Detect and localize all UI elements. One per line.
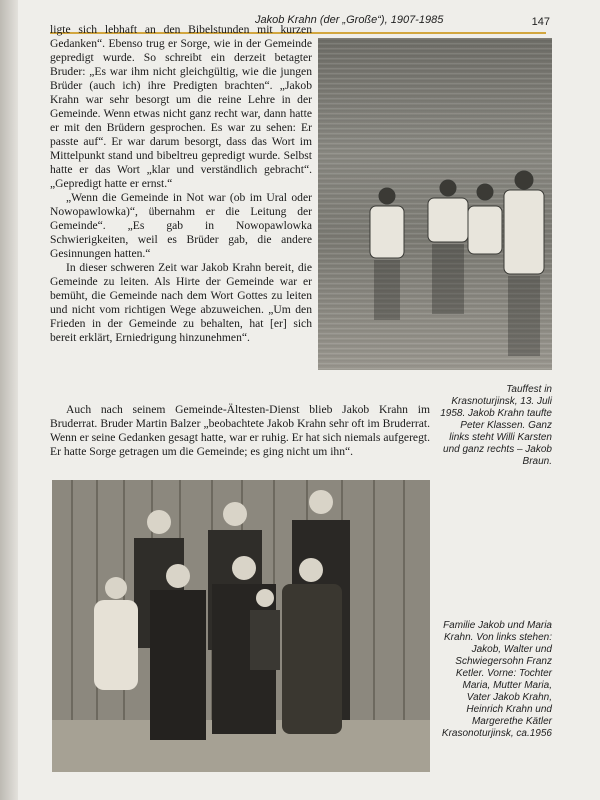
head-maria-daughter (105, 577, 127, 599)
head-jakob (147, 510, 171, 534)
page-number: 147 (531, 16, 550, 28)
reflection-1 (374, 260, 400, 320)
head-mother (166, 564, 190, 588)
family-caption: Familie Jakob und Maria Krahn. Von links stehen: Jakob, Walter und Schwiegersohn Franz Ketler. Vorne: Tochter Maria, Mutter Maria, Vater Jakob Krahn, Heinrich Krahn und Margerethe Kätler Krasonoturjinsk, ca.1956 (441, 620, 552, 739)
figure-heinrich (250, 610, 280, 670)
book-spine-shadow (0, 0, 18, 800)
paragraph-3: In dieser schweren Zeit war Jakob Krahn bereit, die Gemeinde zu leiten. Als Hirte der Gemeinde war er bemüht, die Gemeinde nach dem Wort Gottes zu leiten und nicht vom richtigen Wege abzuweichen. „Um den Frieden in der Gemeinde zu behalten, hat [er] sich bereit erklärt, Erniedrigung hinzunehmen“. (50, 261, 312, 344)
running-title: Jakob Krahn (der „Große“), 1907-1985 (255, 14, 444, 26)
figure-jakob-krahn (428, 198, 468, 242)
family-photo-scene (52, 480, 430, 772)
baptism-figures (318, 38, 552, 370)
paragraph-1: ligte sich lebhaft an den Bibelstunden mit kurzen Gedanken“. Ebenso trug er Sorge, wie in der Gemeinde gepredigt wurde. So schreibt ein derzeit betagter Bruder: „Es war ihm nicht gleichgültig, wie die jungen Brüder (auch ich) ihre Predigten brachten“. „Jakob Krahn war sehr besorgt um die reine Lehre in der Gemeinde. Wenn etwas nicht ganz recht war, dann hatte er mit den Brüdern gesprochen. Es war zu sehen: Er passte auf“. Er war darum besorgt, dass das Wort im Mittelpunkt stand und bibeltreu gepredigt wurde. Selbst hatte er das Wort „klar und verständlich gebracht“. „Gepredigt hatte er ernst.“ (50, 23, 312, 190)
head-father (232, 556, 256, 580)
figure-maria-daughter (94, 600, 138, 690)
baptism-photo (318, 38, 552, 370)
head-heinrich (256, 589, 274, 607)
family-photo (52, 480, 430, 772)
head-margerethe (299, 558, 323, 582)
paragraph-2: „Wenn die Gemeinde in Not war (ob im Ural oder Nowopawlowka)“, übernahm er die Leitung der Gemeinde“. „Es gab in Nowopawlowka Schwierigkeiten, weil es Brüder gab, die andere Gesinnungen hatten.“ (50, 191, 312, 260)
wide-text-block (50, 403, 430, 459)
figure-head-1 (379, 188, 395, 204)
reflection-2 (432, 244, 464, 314)
reflection-3 (508, 276, 540, 356)
main-text-column (50, 23, 312, 345)
figure-head-3 (477, 184, 493, 200)
figure-margerethe (282, 584, 342, 734)
figure-head-4 (515, 171, 533, 189)
paragraph-4: Auch nach seinem Gemeinde-Ältesten-Dienst blieb Jakob Krahn im Bruderrat. Bruder Martin Balzer „beobachtete Jakob Krahn sehr oft im Bruderrat. Wenn er seine Gedanken gesagt hatte, war er ruhig. Er hat sich niemals aufgeregt. Er hatte Sorge getragen um die Gemeinde; es ging nicht um ihn“. (50, 403, 430, 458)
head-franz (309, 490, 333, 514)
figure-jakob-braun (504, 190, 544, 274)
figure-peter-klassen (468, 206, 502, 254)
head-walter (223, 502, 247, 526)
figure-willi-karsten (370, 206, 404, 258)
figure-mother-maria (150, 590, 206, 740)
figure-head-2 (440, 180, 456, 196)
baptism-caption: Tauffest in Krasnoturjinsk, 13. Juli 1958. Jakob Krahn taufte Peter Klassen. Ganz links steht Willi Karsten und ganz rechts – Jakob Braun. (440, 384, 552, 467)
